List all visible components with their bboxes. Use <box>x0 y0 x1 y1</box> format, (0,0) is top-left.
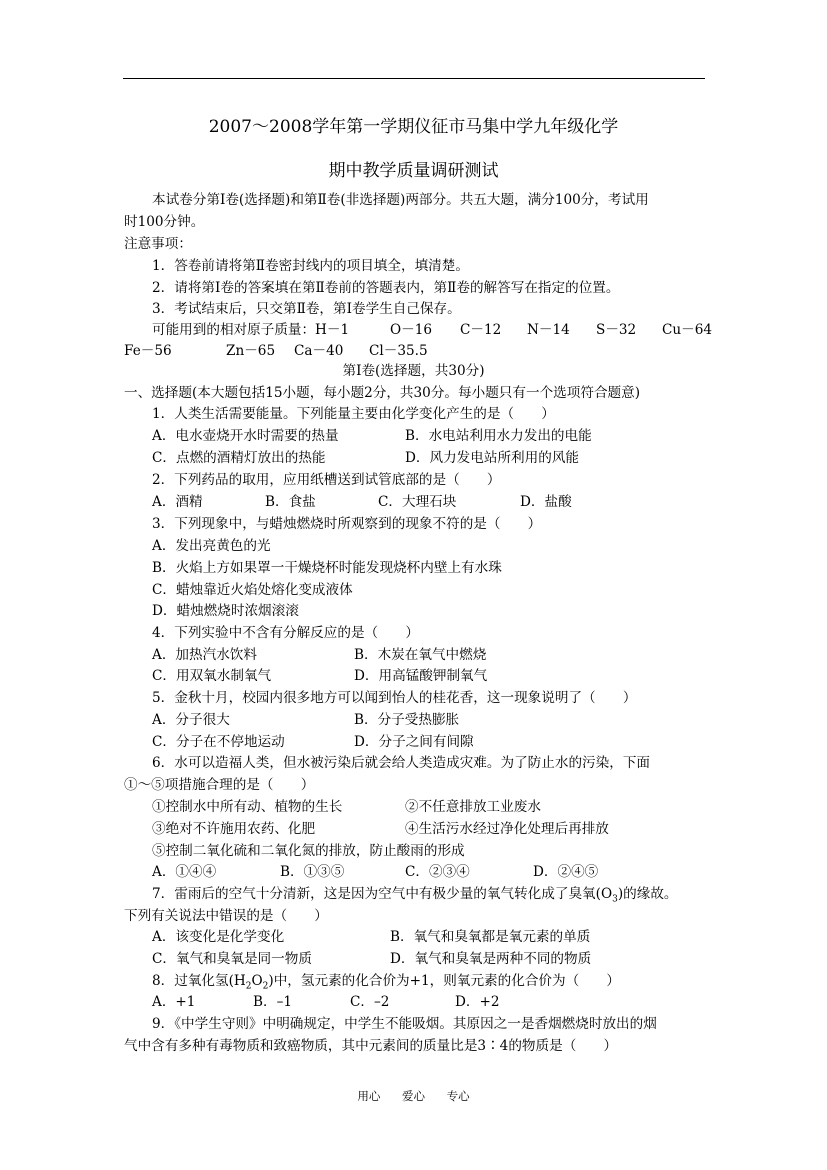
question-9-line-1: 9．《中学生守则》中明确规定，中学生不能吸烟。其原因之一是香烟燃烧时放出的烟 <box>152 1016 657 1032</box>
question-7-line-2: 下列有关说法中错误的是（ ） <box>124 908 328 924</box>
q7-option-d: D．氧气和臭氧是两种不同的物质 <box>390 951 592 967</box>
q8-option-b: B．–1 <box>253 994 293 1010</box>
q6-option-a: A．①④④ <box>152 864 217 880</box>
atomic-mass-label: 可能用到的相对原子质量： <box>152 322 316 338</box>
q5-option-c: C．分子在不停地运动 <box>152 734 285 750</box>
question-6-line-1: 6．水可以造福人类，但水被污染后就会给人类造成灾难。为了防止水的污染，下面 <box>152 755 651 771</box>
question-5: 5．金秋十月，校园内很多地方可以闻到怡人的桂花香，这一现象说明了（ ） <box>152 690 637 706</box>
intro-line-1: 本试卷分第Ⅰ卷(选择题)和第Ⅱ卷(非选择题)两部分。共五大题，满分100分，考试用 <box>152 192 649 208</box>
q5-option-a: A．分子很大 <box>152 712 230 728</box>
question-6-line-2: ①～⑤项措施合理的是（ ） <box>124 777 315 793</box>
atomic-mass-h: H－1 <box>315 322 350 338</box>
q7-option-b: B．氧气和臭氧都是氧元素的单质 <box>390 929 591 945</box>
atomic-mass-n: N－14 <box>527 322 570 338</box>
q8-option-a: A．+1 <box>152 994 196 1010</box>
question-7-line-1 <box>152 885 678 909</box>
q6-measure-2: ②不任意排放工业废水 <box>405 799 541 815</box>
footer-word-2: 爱心 <box>402 1089 425 1103</box>
q3-option-b: B．火焰上方如果罩一干燥烧杯时能发现烧杯内壁上有水珠 <box>152 560 502 576</box>
q7-option-a: A．该变化是化学变化 <box>152 929 285 945</box>
atomic-mass-cl: Cl－35.5 <box>369 343 428 359</box>
note-1: 1．答卷前请将第Ⅱ卷密封线内的项目填全，填清楚。 <box>152 258 469 274</box>
intro-line-2: 时100分钟。 <box>124 214 205 230</box>
q6-measure-3: ③绝对不许施用农药、化肥 <box>152 821 316 837</box>
title-line-1: 2007～2008学年第一学期仪征市马集中学九年级化学 <box>208 117 619 137</box>
atomic-mass-s: S－32 <box>596 322 637 338</box>
q1-option-a: A．电水壶烧开水时需要的热量 <box>152 428 339 444</box>
q6-option-c: C．②③④ <box>405 864 470 880</box>
question-4: 4．下列实验中不含有分解反应的是（ ） <box>152 625 419 641</box>
q4-option-d: D．用高锰酸钾制氧气 <box>354 668 488 684</box>
q7-subscript: 3 <box>612 894 618 905</box>
q3-option-a: A．发出亮黄色的光 <box>152 538 271 554</box>
q3-option-d: D．蜡烛燃烧时浓烟滚滚 <box>152 603 299 619</box>
q6-option-b: B．①③⑤ <box>280 864 345 880</box>
footer-word-3: 专心 <box>446 1089 470 1103</box>
q1-option-d: D．风力发电站所利用的风能 <box>405 450 580 466</box>
q2-option-b: B．食盐 <box>265 494 316 510</box>
header-rule <box>123 78 705 79</box>
note-2: 2．请将第Ⅰ卷的答案填在第Ⅱ卷前的答题表内，第Ⅱ卷的解答写在指定的位置。 <box>152 280 620 296</box>
section-heading: 第Ⅰ卷(选择题，共30分) <box>342 363 485 379</box>
part-heading: 一、选择题(本大题包括15小题，每小题2分，共30分。每小题只有一个选项符合题意) <box>124 385 641 401</box>
q5-option-d: D．分子之间有间隙 <box>354 734 474 750</box>
q6-measure-4: ④生活污水经过净化处理后再排放 <box>405 821 609 837</box>
q4-option-a: A．加热汽水饮料 <box>152 647 257 663</box>
q1-option-c: C．点燃的酒精灯放出的热能 <box>152 450 326 466</box>
footer-word-1: 用心 <box>357 1089 381 1103</box>
q8-subscript-1: 2 <box>245 981 252 992</box>
q6-measure-5: ⑤控制二氧化硫和二氧化氮的排放，防止酸雨的形成 <box>152 843 465 859</box>
question-3: 3．下列现象中，与蜡烛燃烧时所观察到的现象不符的是（ ） <box>152 516 542 532</box>
q6-measure-1: ①控制水中所有动、植物的生长 <box>152 799 343 815</box>
atomic-mass-fe: Fe－56 <box>124 343 172 359</box>
atomic-mass-cu: Cu－64 <box>662 322 713 338</box>
question-1: 1．人类生活需要能量。下列能量主要由化学变化产生的是（ ） <box>152 406 555 422</box>
q4-option-b: B．木炭在氧气中燃烧 <box>354 647 487 663</box>
atomic-mass-c: C－12 <box>460 322 502 338</box>
question-9-line-2: 气中含有多种有毒物质和致癌物质，其中元素间的质量比是3∶4的物质是（ ） <box>124 1038 618 1054</box>
q2-option-d: D．盐酸 <box>520 494 572 510</box>
q8-text-a: 8．过氧化氢(H <box>152 973 246 989</box>
q8-option-d: D．+2 <box>455 994 500 1010</box>
page-footer <box>0 1088 827 1104</box>
notes-heading: 注意事项： <box>124 236 192 252</box>
q1-option-b: B．水电站利用水力发出的电能 <box>405 428 592 444</box>
q7-text-end: )的缘故。 <box>617 886 678 902</box>
question-2: 2．下列药品的取用，应用纸槽送到试管底部的是（ ） <box>152 472 501 488</box>
q4-option-c: C．用双氧水制氧气 <box>152 668 272 684</box>
q5-option-b: B．分子受热膨胀 <box>354 712 460 728</box>
q7-option-c: C．氧气和臭氧是同一物质 <box>152 951 312 967</box>
atomic-mass-o: O－16 <box>390 322 433 338</box>
q6-option-d: D．②④⑤ <box>533 864 599 880</box>
q8-option-c: C．–2 <box>350 994 390 1010</box>
q8-text-b: O <box>251 973 263 989</box>
q8-subscript-2: 2 <box>262 981 269 992</box>
atomic-mass-ca: Ca－40 <box>294 343 344 359</box>
atomic-mass-zn: Zn－65 <box>226 343 276 359</box>
title-line-2: 期中教学质量调研测试 <box>328 161 499 181</box>
q2-option-a: A．酒精 <box>152 494 203 510</box>
note-3: 3．考试结束后，只交第Ⅱ卷，第Ⅰ卷学生自己保存。 <box>152 301 461 317</box>
q7-text: 7．雷雨后的空气十分清新，这是因为空气中有极少量的氧气转化成了臭氧(O <box>152 886 613 902</box>
q8-text-c: )中，氢元素的化合价为+1，则氧元素的化合价为（ ） <box>268 973 620 989</box>
q3-option-c: C．蜡烛靠近火焰处熔化变成液体 <box>152 582 353 598</box>
q2-option-c: C．大理石块 <box>378 494 457 510</box>
